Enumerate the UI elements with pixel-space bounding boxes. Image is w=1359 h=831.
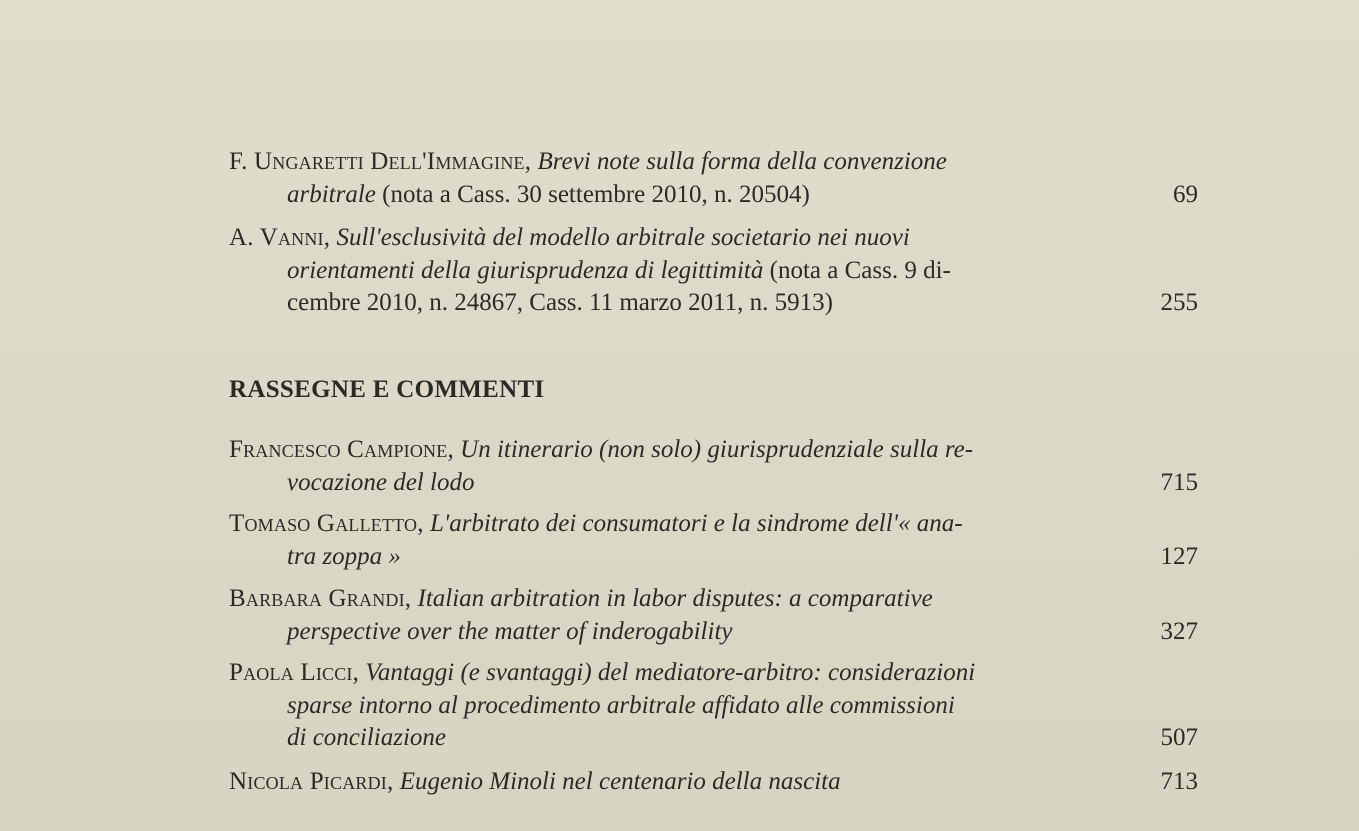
- entry-line: [229, 541, 1081, 574]
- entry-page-number: 127: [1160, 542, 1198, 570]
- entry-title: Brevi note sulla forma della convenzione: [537, 148, 947, 175]
- toc-entry: [229, 222, 1198, 320]
- entry-page-number: 255: [1160, 289, 1198, 316]
- section-heading: RASSEGNE E COMMENTI: [229, 376, 545, 403]
- entry-author: Barbara Grandi,: [229, 585, 412, 612]
- toc-entry: [229, 766, 1198, 799]
- entry-author: Nicola Picardi,: [229, 768, 394, 795]
- entry-line: [229, 255, 1081, 288]
- entry-note: cembre 2010, n. 24867, Cass. 11 marzo 2011, n. 5913): [287, 289, 833, 316]
- entry-author: F. Ungaretti Dell'Immagine,: [229, 148, 532, 175]
- entry-title: Eugenio Minoli nel centenario della nascita: [399, 768, 841, 795]
- toc-entry: [229, 146, 1198, 211]
- entry-page-number: 327: [1160, 617, 1198, 645]
- entry-line: [229, 616, 1081, 649]
- entry-page-number: 713: [1160, 768, 1198, 795]
- entry-title: Italian arbitration in labor disputes: a comparative: [417, 585, 933, 612]
- entry-title: Un itinerario (non solo) giurisprudenziale sulla re-: [460, 436, 974, 463]
- entry-line: [229, 583, 1081, 616]
- entry-line: [229, 287, 1081, 320]
- entry-author: Paola Licci,: [229, 659, 360, 686]
- entry-title: vocazione del lodo: [287, 468, 475, 496]
- toc-entry: [229, 583, 1198, 648]
- entry-author: A. Vanni,: [229, 224, 331, 251]
- entry-page-number: 715: [1160, 468, 1198, 496]
- entry-line: [229, 146, 1081, 179]
- entry-line: [229, 179, 1081, 212]
- toc-entry: [229, 434, 1198, 499]
- entry-page-number: 69: [1173, 180, 1198, 208]
- entry-author: Francesco Campione,: [229, 436, 454, 463]
- entry-line: [229, 222, 1081, 255]
- entry-title: perspective over the matter of inderogability: [287, 617, 733, 645]
- entry-author: Tomaso Galletto,: [229, 510, 424, 537]
- toc-entry: [229, 508, 1198, 573]
- entry-title: orientamenti della giurisprudenza di legittimità: [287, 256, 764, 284]
- entry-page-number: 507: [1160, 724, 1198, 751]
- entry-title: tra zoppa »: [287, 542, 401, 570]
- entry-note: (nota a Cass. 30 settembre 2010, n. 20504): [382, 180, 810, 208]
- entry-title: Sull'esclusività del modello arbitrale societario nei nuovi: [336, 224, 910, 251]
- toc-entry: [229, 657, 1198, 755]
- entry-line: [229, 722, 1081, 755]
- entry-line: [229, 467, 1081, 500]
- entry-title: sparse intorno al procedimento arbitrale affidato alle commissioni: [287, 691, 955, 719]
- entry-title: L'arbitrato dei consumatori e la sindrome dell'« ana-: [429, 510, 963, 537]
- entry-title: di conciliazione: [287, 724, 446, 751]
- entry-note: (nota a Cass. 9 di-: [769, 256, 951, 284]
- entry-line: [229, 508, 1081, 541]
- entry-title: Vantaggi (e svantaggi) del mediatore-arbitro: considerazioni: [365, 659, 976, 686]
- entry-line: [229, 657, 1081, 690]
- entry-title: arbitrale: [287, 180, 376, 208]
- entry-line: [229, 766, 1081, 799]
- entry-line: [229, 434, 1081, 467]
